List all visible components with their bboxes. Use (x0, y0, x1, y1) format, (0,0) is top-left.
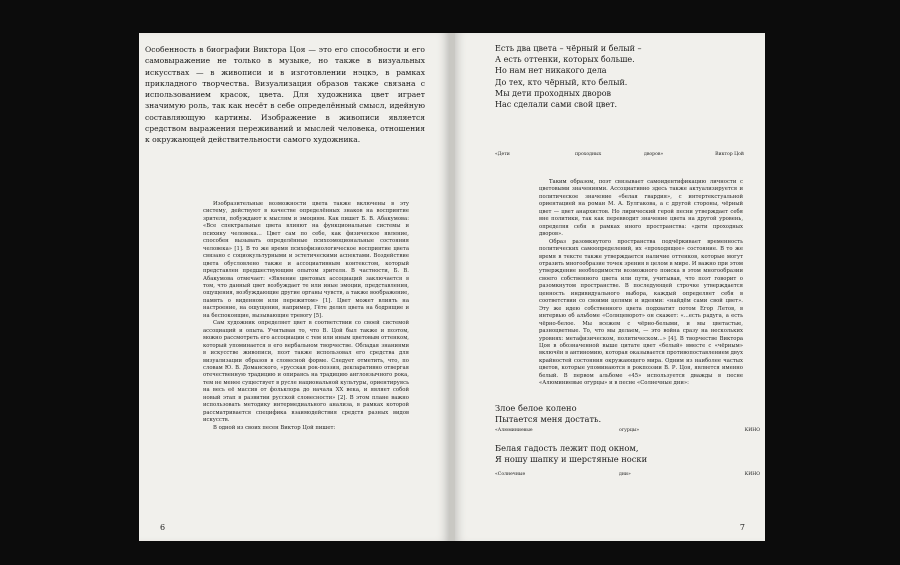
poem-line: Есть два цвета – чёрный и белый – (495, 44, 642, 53)
poem-line: Пытается меня достать. (495, 414, 602, 425)
left-body-column (203, 201, 409, 432)
body-paragraph: Изобразительные возможности цвета также включены в эту систему, действуют в качестве определённых знаков на восприятие зрителя, побуждают к мыслям и эмоциям. Как пишет Б. В. Абакумова: «Все спектральные цвета влияют на функциональные системы и психику человека... Цвет сам по себе, как физическое явление, способен вызывать определённые психоэмоциональные состояния человека» [1]. В то же время психофизиологическое восприятие цвета связано с социокультурными и эстетическими аспектами. Воздействие цвета обусловлено также и ассоциативным контекстом, который представлен предшествующим опытом зрителя. В частности, Б. В. Абакумова отмечает: «Явление цветовых ассоциаций заключается в том, что данный цвет возбуждает те или иные эмоции, представления, ощущения, возбуждающие другие органы чувств, а также воображение, память о виденном или пережитом» [1]. Цвет может влиять на настроение, на ощущения, например, Гёте делил цвета на бодрящие и на беспокоящие, вызывающие тревогу [5]. (203, 201, 409, 319)
body-paragraph: Сам художник определяет цвет в соответствии со своей системой ассоциаций и опыта. Учитывая то, что В. Цой был также и поэтом, можно рассмотреть его ассоциации с тем или иным цветовым оттенком, который упоминается в его вербальном творчестве. Обладая знаниями в искусстве живописи, поэт также использовал его средства для визуализации образов в словесной форме. Следует отметить, что, по словам Ю. В. Доманского, «русская рок-поэзия, декларативно отвергая отечественную традицию и опираясь на традицию англоязычного рока, тем не менее существует в русле национальной культуры, ориентируясь на весь её массив от фольклора до начала XX века, и являет собой новый этап в развитии русской словесности» [2]. В этом плане важно использовать методику интермедиального анализа, в рамках которой рассматривается специфика взаимодействия средств разных видов искусств. (203, 320, 409, 424)
poem-white-filth (495, 443, 647, 466)
poem-line: Я ношу шапку и шерстяные носки (495, 454, 648, 465)
source-author: КИНО (744, 472, 760, 477)
source-title-part: огурцы» (619, 428, 640, 433)
source-title-part: «Солнечные (495, 472, 526, 477)
poem-line: Злое белое колено (495, 403, 577, 413)
poem-evil-white-knee (495, 403, 601, 426)
poem-line: Но нам нет никакого дела (495, 66, 607, 76)
poem-source (495, 151, 760, 159)
lead-text: Особенность в биографии Виктора Цоя — это его способности и его самовыражение не только в музыке, но также в визуальных искусствах — в живописи и в изготовлении нэцкэ, в рамках прикладного творчества. Визуализация образов также связана с использованием красок, цвета. Для художника цвет играет значимую роль, так как несёт в себе определённый смысл, идейную составляющую картины. Изображение в живописи является средством выражения переживаний и мыслей человека, отношения к окружающей действительности самого художника. (145, 45, 425, 145)
right-page (455, 33, 765, 541)
page-number-right: 7 (739, 523, 745, 532)
poem-line: До тех, кто чёрный, кто белый. (495, 77, 628, 87)
body-paragraph: Таким образом, поэт связывает самоидентификацию личности с цветовыми значениями. Ассоциативно здесь также актуализируется и политическое значение «белая гвардия», с интертекстуальной ориентацией на роман М. А. Булгакова, а с другой стороны, чёрный цвет — цвет анархистов. Но лирический герой песни утверждает себя вне политики, так как перевводит значение цвета на другой уровень, определяя себя в рамках иного пространства: «дети проходных дворов». (539, 179, 743, 238)
source-title-part: проходных (575, 152, 602, 157)
source-title-part: «Дети (495, 152, 510, 157)
poem-source (495, 427, 760, 435)
source-author: Виктор Цой (715, 152, 744, 157)
poem-source (495, 471, 760, 479)
body-paragraph: Образ разомкнутого пространства подчёркивает временность политических самоопределений, их «проходящее» состояние. В то же время в тексте также утверждается наличие оттенков, которые могут отразить многообразие точек зрения в целом в мире. И важно при этом утверждение необходимости возможного поиска в этом многообразии своего собственного цвета или пути, учитывая, что поэт говорит о разомкнутом пространстве. В последующей строчке утверждается ценность индивидуального выбора, каждый определяет себя в соответствии со своими целями и идеями: «найдём сами свой цвет». Эту же идею собственного цвета подхватит потом Егор Летов, в интервью об альбоме «Солнцеворот» он скажет: «...есть радуга, а есть чёрно-белое. Мы всежем с чёрно-белыми, и мы цветастые, разноцветные. То, что мы делаем, — это война сразу на нескольких уровнях: метафизическом, политическом...» [4]. В творчестве Виктора Цоя в обозначенной выше цитате цвет «белый» вместе с «чёрным» включён в антиномию, которая оказывается противопоставлением двух крайностей состояния окружающего мира. Одним из наиболее частых цветов, которые упоминаются в рокпоэзии В. Р. Цоя, является именно белый. В первом альбоме «45» используется дважды в песне «Алюминиевые огурцы» и в песне «Солнечные дни»: (539, 238, 743, 387)
right-body-column (539, 179, 743, 388)
lead-paragraph (145, 44, 425, 146)
poem-line: А есть оттенки, которых больше. (495, 55, 635, 65)
source-title-part: дни» (619, 472, 631, 477)
source-title-part: дворов» (644, 152, 664, 157)
left-page (139, 33, 449, 541)
poem-line: Белая гадость лежит под окном, (495, 443, 639, 453)
body-paragraph: В одной из своих песен Виктор Цой пишет: (213, 424, 336, 431)
poem-line: Нас сделали сами свой цвет. (495, 100, 618, 110)
source-title-part: «Алюминиевые (495, 428, 533, 433)
source-author: КИНО (744, 428, 760, 433)
page-number-left: 6 (160, 523, 166, 532)
poem-line: Мы дети проходных дворов (495, 88, 612, 98)
poem-two-colors (495, 43, 642, 110)
